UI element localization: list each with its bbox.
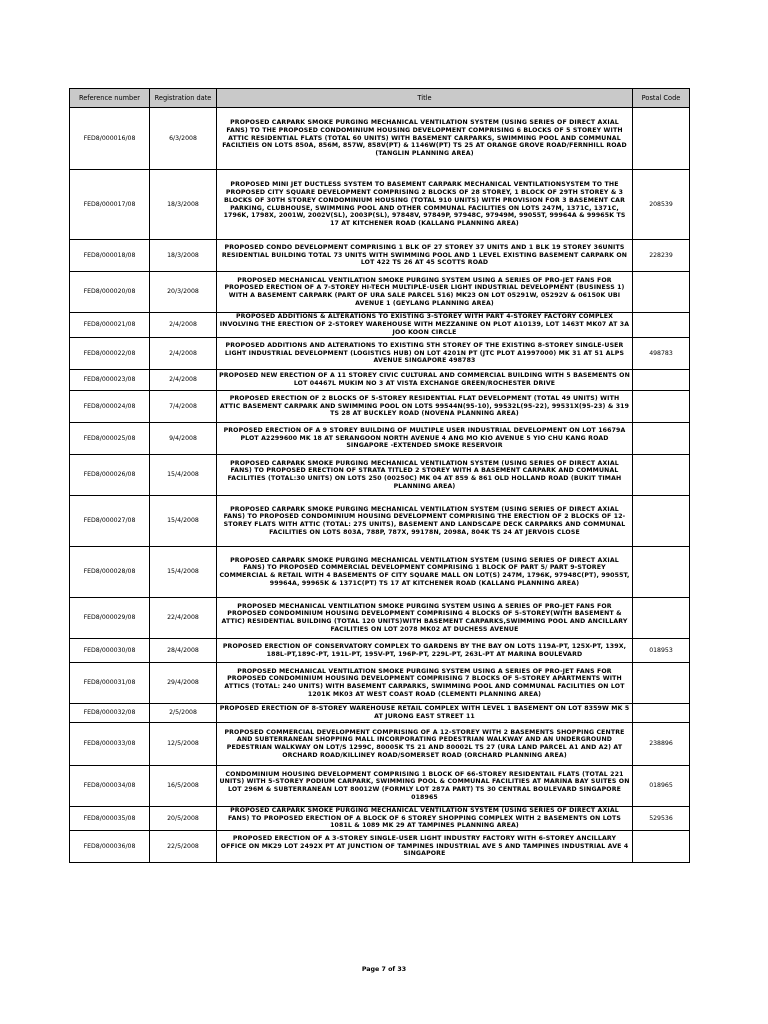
postal-code-cell: 498783 <box>633 338 690 370</box>
header-registration-date: Registration date <box>150 89 217 108</box>
title-cell: PROPOSED CARPARK SMOKE PURGING MECHANICAL VENTILATION SYSTEM (USING SERIES OF DIRECT AXIAL FANS) TO PROPOSED COMMERCIAL DEVELOPMENT COMPRISING 1 BLOCK OF PART 5/ PART 9-STOREY COMMERCIAL & RETAIL WITH 4 BASEMENTS OF CITY SQUARE MALL ON LOT(S) 247M, 1796K, 97948C(PT), 99055T, 99964A, 99965K & 1371C(PT) TS 17 AT KITCHENER ROAD (KALLANG PLANNING AREA) <box>217 547 633 598</box>
postal-code-cell <box>633 391 690 423</box>
registration-date-cell: 18/3/2008 <box>150 240 217 272</box>
table-row <box>70 639 690 663</box>
table-row <box>70 455 690 496</box>
table-row <box>70 108 690 170</box>
postal-code-cell <box>633 831 690 863</box>
registration-date-cell: 20/3/2008 <box>150 272 217 313</box>
registration-date-cell: 16/5/2008 <box>150 766 217 807</box>
reference-number-cell: FED8/000020/08 <box>70 272 150 313</box>
registration-date-cell: 9/4/2008 <box>150 423 217 455</box>
table-row <box>70 598 690 639</box>
postal-code-cell: 228239 <box>633 240 690 272</box>
table-row <box>70 338 690 370</box>
title-cell: PROPOSED ERECTION OF CONSERVATORY COMPLEX TO GARDENS BY THE BAY ON LOTS 119A-PT, 125X-PT, 139X, 188L-PT,189C-PT, 191L-PT, 195V-PT, 196P-PT, 229L-PT, 263L-PT AT MARINA BOULEVARD <box>217 639 633 663</box>
title-cell: PROPOSED CARPARK SMOKE PURGING MECHANICAL VENTILATION SYSTEM (USING SERIES OF DIRECT AXIAL FANS) TO THE PROPOSED CONDOMINIUM HOUSING DEVELOPMENT COMPRISING 6 BLOCKS OF 5 STOREY WITH ATTIC RESIDENTIAL FLATS (TOTAL 60 UNITS) WITH BASEMENT CARPARKS, SWIMMING POOL AND COMMUNAL FACILTIEIS ON LOTS 850A, 856M, 857W, 858V(PT) & 1146W(PT) TS 25 AT ORANGE GROVE ROAD/FERNHILL ROAD (TANGLIN PLANNING AREA) <box>217 108 633 170</box>
reference-number-cell: FED8/000016/08 <box>70 108 150 170</box>
table-row <box>70 313 690 338</box>
title-cell: PROPOSED MECHANICAL VENTILATION SMOKE PURGING SYSTEM USING A SERIES OF PRO-JET FANS FOR PROPOSED CONDOMINIUM HOUSING DEVELOPMENT COMPRISING 7 BLOCKS OF 5-STOREY APARTMENTS WITH ATTICS (TOTAL: 240 UNITS) WITH BASEMENT CARPARKS, SWIMMING POOL AND COMMUNAL FACILITIES ON LOT 1201K MK03 AT WEST COAST ROAD (CLEMENTI PLANNING AREA) <box>217 663 633 704</box>
registration-date-cell: 2/4/2008 <box>150 370 217 391</box>
table-row <box>70 547 690 598</box>
registration-date-cell: 28/4/2008 <box>150 639 217 663</box>
reference-number-cell: FED8/000035/08 <box>70 807 150 831</box>
postal-code-cell <box>633 496 690 547</box>
table-row <box>70 370 690 391</box>
registration-date-cell: 22/4/2008 <box>150 598 217 639</box>
title-cell: PROPOSED ERECTION OF 8-STOREY WAREHOUSE RETAIL COMPLEX WITH LEVEL 1 BASEMENT ON LOT 8359W MK 5 AT JURONG EAST STREET 11 <box>217 704 633 723</box>
header-reference-number: Reference number <box>70 89 150 108</box>
postal-code-cell <box>633 598 690 639</box>
registration-date-cell: 2/5/2008 <box>150 704 217 723</box>
reference-number-cell: FED8/000021/08 <box>70 313 150 338</box>
table-row <box>70 496 690 547</box>
table-row <box>70 240 690 272</box>
title-cell: PROPOSED COMMERCIAL DEVELOPMENT COMPRISING OF A 12-STOREY WITH 2 BASEMENTS SHOPPING CENTRE AND SUBTERRANEAN SHOPPING MALL INCORPORATING PEDESTRIAN WALKWAY AND AN UNDERGROUND PEDESTRIAN WALKWAY ON LOT/S 1299C, 80005K TS 21 AND 80002L TS 27 (URA LAND PARCEL A1 AND A2) AT ORCHARD ROAD/KILLINEY ROAD/SOMERSET ROAD (ORCHARD PLANNING AREA) <box>217 723 633 766</box>
reference-number-cell: FED8/000017/08 <box>70 170 150 240</box>
postal-code-cell: 208539 <box>633 170 690 240</box>
table-row <box>70 272 690 313</box>
title-cell: PROPOSED CARPARK SMOKE PURGING MECHANICAL VENTILATION SYSTEM (USING SERIES OF DIRECT AXIAL FANS) TO PROPOSED CONDOMINIUM HOUSING DEVELOPMENT COMPRISING THE ERECTION OF 2 BLOCKS OF 12-STOREY FLATS WITH ATTIC (TOTAL: 275 UNITS), BASEMENT AND LANDSCAPE DECK CARPARKS AND COMMUNAL FACILITIES ON LOTS 803A, 788P, 787X, 99178N, 2098A, 804K TS 24 AT JERVOIS CLOSE <box>217 496 633 547</box>
reference-number-cell: FED8/000028/08 <box>70 547 150 598</box>
reference-number-cell: FED8/000034/08 <box>70 766 150 807</box>
postal-code-cell <box>633 370 690 391</box>
registration-date-cell: 18/3/2008 <box>150 170 217 240</box>
title-cell: CONDOMINIUM HOUSING DEVELOPMENT COMPRISING 1 BLOCK OF 66-STOREY RESIDENTAIL FLATS (TOTAL 221 UNITS) WITH 5-STOREY PODIUM CARPARK, SWIMMING POOL & COMMUNAL FACILITIES AT MARINA BAY SUITES ON LOT 296M & SUBTERRANEAN LOT 80012W (FORMLY LOT 287A PART) TS 30 CENTRAL BOULEVARD SINGAPORE 018965 <box>217 766 633 807</box>
title-cell: PROPOSED CARPARK SMOKE PURGING MECHANICAL VENTILATION SYSTEM (USING SERIES OF DIRECT AXIAL FANS) TO PROPOSED ERECTION OF STRATA TITLED 2 STOREY WITH A BASEMENT CARPARK AND COMMUNAL FACILITIES (TOTAL:30 UNITS) ON LOTS 250 (00250C) MK 04 AT 859 & 861 OLD HOLLAND ROAD (BUKIT TIMAH PLANNING AREA) <box>217 455 633 496</box>
reference-number-cell: FED8/000027/08 <box>70 496 150 547</box>
title-cell: PROPOSED MECHANICAL VENTILATION SMOKE PURGING SYSTEM USING A SERIES OF PRO-JET FANS FOR PROPOSED ERECTION OF A 7-STOREY HI-TECH MULTIPLE-USER LIGHT INDUSTRIAL DEVELOPMENT (BUSINESS 1) WITH A BASEMENT CARPARK (PART OF URA SALE PARCEL 516) MK23 ON LOT 05291W, 05292V & 06150K UBI AVENUE 1 (GEYLANG PLANNING AREA) <box>217 272 633 313</box>
registration-date-cell: 15/4/2008 <box>150 496 217 547</box>
registration-date-cell: 20/5/2008 <box>150 807 217 831</box>
reference-number-cell: FED8/000032/08 <box>70 704 150 723</box>
postal-code-cell: 238896 <box>633 723 690 766</box>
postal-code-cell: 018953 <box>633 639 690 663</box>
table-header-row <box>70 89 690 108</box>
reference-number-cell: FED8/000031/08 <box>70 663 150 704</box>
registration-date-cell: 2/4/2008 <box>150 313 217 338</box>
postal-code-cell: 529536 <box>633 807 690 831</box>
registration-date-cell: 22/5/2008 <box>150 831 217 863</box>
registration-date-cell: 12/5/2008 <box>150 723 217 766</box>
reference-number-cell: FED8/000030/08 <box>70 639 150 663</box>
postal-code-cell: 018965 <box>633 766 690 807</box>
reference-number-cell: FED8/000018/08 <box>70 240 150 272</box>
postal-code-cell <box>633 547 690 598</box>
registration-table-sheet <box>69 88 689 863</box>
title-cell: PROPOSED NEW ERECTION OF A 11 STOREY CIVIC CULTURAL AND COMMERCIAL BUILDING WITH 5 BASEMENTS ON LOT 04467L MUKIM NO 3 AT VISTA EXCHANGE GREEN/ROCHESTER DRIVE <box>217 370 633 391</box>
reference-number-cell: FED8/000023/08 <box>70 370 150 391</box>
table-row <box>70 807 690 831</box>
reference-number-cell: FED8/000033/08 <box>70 723 150 766</box>
title-cell: PROPOSED ADDITIONS AND ALTERATIONS TO EXISTING 5TH STOREY OF THE EXISTING 8-STOREY SINGLE-USER LIGHT INDUSTRIAL DEVELOPMENT (LOGISTICS HUB) ON LOT 4201N PT (JTC PLOT A1997000) MK 31 AT 51 ALPS AVENUE SINGAPORE 498783 <box>217 338 633 370</box>
postal-code-cell <box>633 663 690 704</box>
postal-code-cell <box>633 313 690 338</box>
reference-number-cell: FED8/000029/08 <box>70 598 150 639</box>
table-row <box>70 704 690 723</box>
reference-number-cell: FED8/000024/08 <box>70 391 150 423</box>
table-row <box>70 423 690 455</box>
postal-code-cell <box>633 272 690 313</box>
reference-number-cell: FED8/000026/08 <box>70 455 150 496</box>
title-cell: PROPOSED CARPARK SMOKE PURGING MECHANICAL VENTILATION SYSTEM (USING SERIES OF DIRECT AXIAL FANS) TO PROPOSED ERECTION OF A BLOCK OF 6 STOREY SHOPPING COMPLEX WITH 2 BASEMENTS ON LOTS 1081L & 1089 MK 29 AT TAMPINES PLANNING AREA) <box>217 807 633 831</box>
title-cell: PROPOSED ERECTION OF A 9 STOREY BUILDING OF MULTIPLE USER INDUSTRIAL DEVELOPMENT ON LOT 16679A PLOT A2299600 MK 18 AT SERANGOON NORTH AVENUE 4 ANG MO KIO AVENUE 5 YIO CHU KANG ROAD SINGAPORE -EXTENDED SMOKE RESERVOIR <box>217 423 633 455</box>
reference-number-cell: FED8/000036/08 <box>70 831 150 863</box>
header-title: Title <box>217 89 633 108</box>
title-cell: PROPOSED ADDITIONS & ALTERATIONS TO EXISTING 3-STOREY WITH PART 4-STOREY FACTORY COMPLEX INVOLVING THE ERECTION OF 2-STOREY WAREHOUSE WITH MEZZANINE ON PLOT A10139, LOT 1463T MK07 AT 3A JOO KOON CIRCLE <box>217 313 633 338</box>
title-cell: PROPOSED MINI JET DUCTLESS SYSTEM TO BASEMENT CARPARK MECHANICAL VENTILATIONSYSTEM TO THE PROPOSED CITY SQUARE DEVELOPMENT COMPRISING 2 BLOCKS OF 28 STOREY, 1 BLOCK OF 29TH STOREY & 3 BLOCKS OF 30TH STOREY CONDOMINIUM HOUSING (TOTAL 910 UNITS) WITH PROVISION FOR 3 BASEMENT CAR PARKING, CLUBHOUSE, SWIMMING POOL AND OTHER COMMUNAL FACILITIES ON LOTS 247M, 1371C, 1371C, 1796K, 1798X, 2001W, 2002V(SL), 2003P(SL), 97848V, 97849P, 97948C, 97949M, 99055T, 99964A & 99965K TS 17 AT KITCHENER ROAD (KALLANG PLANNING AREA) <box>217 170 633 240</box>
table-row <box>70 391 690 423</box>
title-cell: PROPOSED CONDO DEVELOPMENT COMPRISING 1 BLK OF 27 STOREY 37 UNITS AND 1 BLK 19 STOREY 36UNITS RESIDENTIAL BUILDING TOTAL 73 UNITS WITH SWIMMING POOL AND 1 LEVEL EXISTING BASEMENT CARPARK ON LOT 422 TS 26 AT 45 SCOTTS ROAD <box>217 240 633 272</box>
title-cell: PROPOSED ERECTION OF 2 BLOCKS OF 5-STOREY RESIDENTIAL FLAT DEVELOPMENT (TOTAL 49 UNITS) WITH ATTIC BASEMENT CARPARK AND SWIMMING POOL ON LOTS 99544N(95-10), 99532L(95-22), 99531X(95-23) & 319 TS 28 AT BUCKLEY ROAD (NOVENA PLANNING AREA) <box>217 391 633 423</box>
table-row <box>70 766 690 807</box>
table-row <box>70 831 690 863</box>
page-number: Page 7 of 33 <box>361 966 407 973</box>
title-cell: PROPOSED MECHANICAL VENTILATION SMOKE PURGING SYSTEM USING A SERIES OF PRO-JET FANS FOR PROPOSED CONDOMINIUM HOUSING DEVELOPMENT COMPRISING 4 BLOCKS OF 5-STOREY(WITH BASEMENT & ATTIC) RESIDENTIAL BUILDING (TOTAL 120 UNITS)WITH BASEMENT CARPARKS,SWIMMING POOL AND ANCILLARY FACILITIES ON LOT 2078 MK02 AT DUCHESS AVENUE <box>217 598 633 639</box>
title-cell: PROPOSED ERECTION OF A 3-STOREY SINGLE-USER LIGHT INDUSTRY FACTORY WITH 6-STOREY ANCILLARY OFFICE ON MK29 LOT 2492X PT AT JUNCTION OF TAMPINES INDUSTRIAL AVE 5 AND TAMPINES INDUSTRIAL AVE 4 SINGAPORE <box>217 831 633 863</box>
registration-table <box>69 88 690 863</box>
reference-number-cell: FED8/000025/08 <box>70 423 150 455</box>
postal-code-cell <box>633 455 690 496</box>
postal-code-cell <box>633 108 690 170</box>
table-row <box>70 723 690 766</box>
registration-date-cell: 2/4/2008 <box>150 338 217 370</box>
postal-code-cell <box>633 704 690 723</box>
registration-date-cell: 6/3/2008 <box>150 108 217 170</box>
reference-number-cell: FED8/000022/08 <box>70 338 150 370</box>
registration-date-cell: 29/4/2008 <box>150 663 217 704</box>
table-row <box>70 170 690 240</box>
header-postal-code: Postal Code <box>633 89 690 108</box>
registration-date-cell: 15/4/2008 <box>150 547 217 598</box>
table-row <box>70 663 690 704</box>
registration-date-cell: 15/4/2008 <box>150 455 217 496</box>
postal-code-cell <box>633 423 690 455</box>
registration-date-cell: 7/4/2008 <box>150 391 217 423</box>
